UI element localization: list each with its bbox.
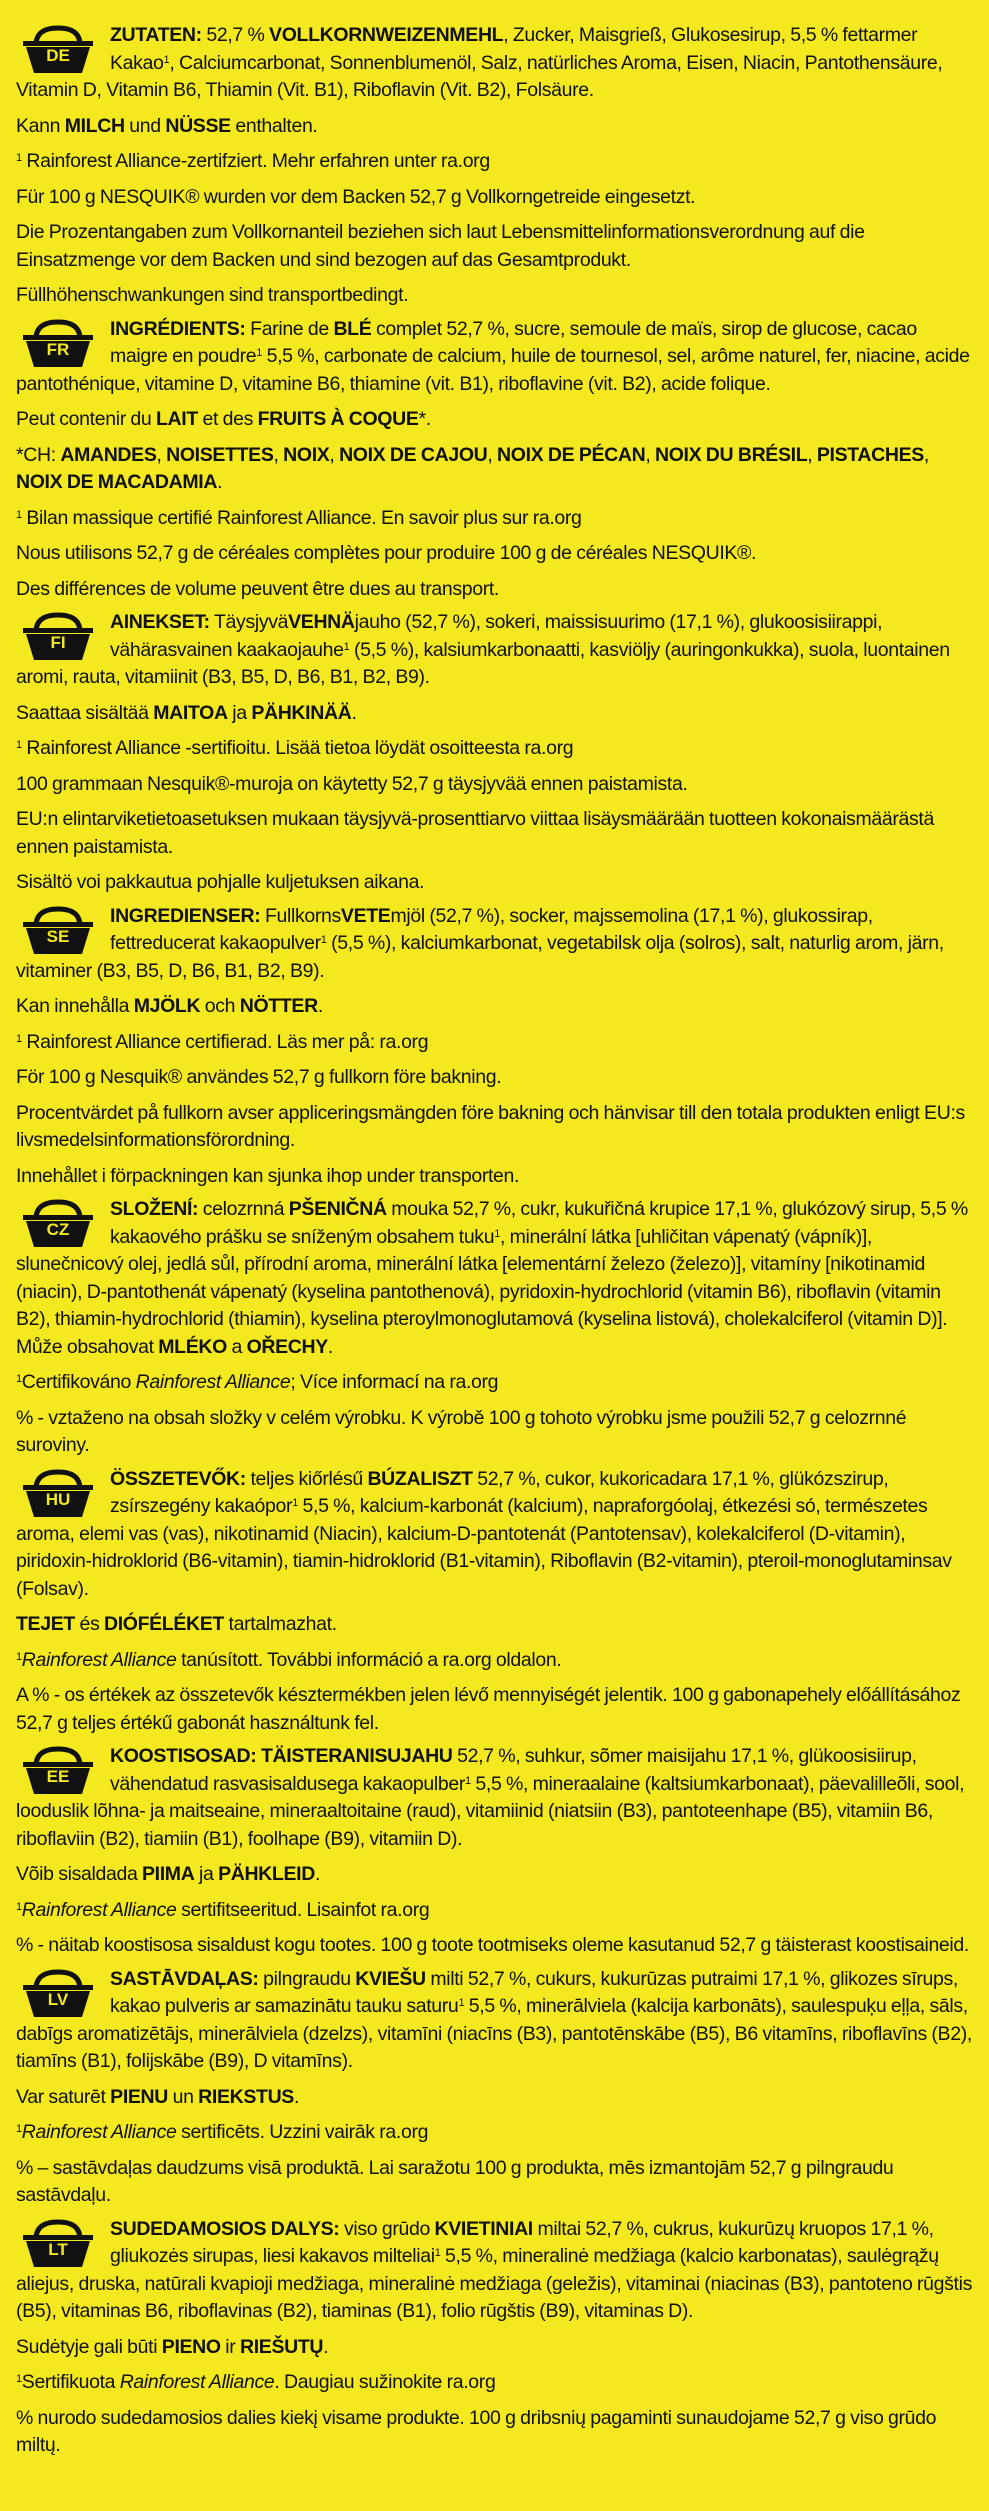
footnote-marker: 1 (292, 1497, 298, 1509)
text: . (323, 2335, 329, 2358)
text: enthalten. (230, 114, 318, 137)
text: 5,5 %, mineralinė medžiaga (kalcio karbonatas), saulėgrąžų aliejus, druska, natūrali kvapioji medžiaga, mineralinė medžiaga (geležis), vitaminai (niacinas (B3), pantoteno rūgštis (B5), vitaminas B6, riboflavinas (B2), tiaminas (B1), folio rūgštis (B9), vitaminas D). (16, 2245, 973, 2322)
footnote-marker: 1 (434, 2247, 441, 2259)
bold-text: BÚZALISZT (367, 1467, 473, 1490)
footnote-marker: 1 (256, 347, 263, 359)
text: sertifitseeritud. Lisainfot ra.org (176, 1898, 430, 1921)
ingredients-paragraph (16, 316, 973, 399)
text: celozrnná (198, 1198, 289, 1220)
section-fi (16, 609, 973, 897)
bold-text: PIIMA (142, 1863, 195, 1885)
info-paragraph (16, 1064, 973, 1092)
text: , (487, 443, 498, 466)
bold-text: RIEŠUTŲ (240, 2335, 324, 2358)
text: För 100 g Nesquik® användes 52,7 g fullkorn före bakning. (16, 1066, 502, 1088)
language-badge (16, 2218, 100, 2270)
text: und (124, 114, 166, 137)
text: Innehållet i förpackningen kan sjunka ihop under transporten. (16, 1164, 520, 1187)
info-paragraph (16, 1405, 973, 1460)
text: Procentvärdet på fullkorn avser appliceringsmängden före bakning och hänvisar till den totala produkten enligt EU:s livsmedelsinformationsförordning. (16, 1101, 965, 1151)
text: , (645, 443, 655, 466)
footnote-marker: 1 (16, 2123, 22, 2135)
text: pilngraudu (258, 1967, 356, 1990)
language-badge (16, 24, 100, 76)
italic-text: Rainforest Alliance (21, 1648, 177, 1671)
text: Täysjyvä (209, 611, 289, 633)
bold-text: KOOSTISOSAD: TÄISTERANISUJAHU (110, 1745, 453, 1767)
text: Sertifikuota (21, 2371, 120, 2393)
bold-text: ZUTATEN: (110, 24, 202, 46)
footnote-marker: 1 (16, 1373, 22, 1385)
text: 52,7 %, suhkur, sõmer maisijahu 17,1 %, glükoosisiirup, vähendatud rasvasisaldusega kakaopulber (110, 1745, 917, 1795)
language-code: HU (45, 1489, 71, 1509)
section-fr (16, 316, 973, 604)
text: 52,7 % (201, 24, 270, 46)
bold-text: BLÉ (333, 317, 372, 340)
text: complet 52,7 %, sucre, semoule de maïs, sirop de glucose, cacao maigre en poudre (110, 317, 917, 367)
text: . (314, 1863, 321, 1885)
text: ja (227, 701, 252, 724)
info-paragraph (16, 219, 973, 274)
bold-text: NOIX DE PÉCAN (497, 443, 646, 466)
language-badge (16, 1745, 100, 1797)
text: Für 100 g NESQUIK® wurden vor dem Backen 52,7 g Vollkorngetreide eingesetzt. (16, 185, 696, 208)
ingredients-paragraph (16, 1466, 973, 1604)
language-badge (16, 318, 100, 370)
bold-text: KVIEŠU (355, 1967, 426, 1990)
bold-text: SUDEDAMOSIOS DALYS: (110, 2217, 340, 2240)
section-lt (16, 2216, 973, 2460)
info-paragraph (16, 540, 973, 568)
text: . (351, 701, 357, 724)
info-paragraph (16, 869, 973, 897)
text: et des (197, 408, 258, 430)
language-badge (16, 1198, 100, 1250)
text: és (74, 1613, 104, 1635)
text: Nous utilisons 52,7 g de céréales complètes pour produire 100 g de céréales NESQUIK®. (16, 542, 757, 564)
section-lv (16, 1966, 973, 2210)
text: , Zucker, Maisgrieß, Glukosesirup, 5,5 % fettarmer Kakao (110, 24, 918, 74)
bold-text: PISTACHES (816, 443, 924, 466)
info-paragraph (16, 1029, 973, 1057)
text: , minerální látka [uhličitan vápenatý (vápník)], slunečnicový olej, jedlá sůl, přírodní aroma, minerální látka [elementární železo (železo)], vitamíny [nikotinamid (niacin), D-pantothenát vápenatý (kyselina pantothenová), pyridoxin-hydrochlorid (vitamin B6), riboflavin (vitamin B2), thiamin-hydrochlorid (thiamin), kyselina pteroylmonoglutamová (kyselina listová), cholekalciferol (vitamin D)]. Může obsahovat (16, 1225, 948, 1358)
bold-text: NOISETTES (166, 443, 274, 466)
language-badge (16, 1968, 100, 2020)
language-code: LT (48, 2239, 68, 2259)
language-badge (16, 1468, 100, 1520)
text: tartalmazhat. (223, 1613, 337, 1635)
text: , (156, 443, 167, 466)
bold-text: NOIX (283, 443, 330, 466)
bold-text: VETE (340, 904, 391, 927)
ingredients-paragraph (16, 609, 973, 692)
text: . (317, 995, 323, 1017)
section-ee (16, 1743, 973, 1960)
info-paragraph (16, 2334, 973, 2362)
text: miltai 52,7 %, cukrus, kukurūzų kruopos 17,1 %, gliukozės sirupas, liesi kakavos milteliai (110, 2217, 934, 2267)
text: Farine de (245, 317, 334, 340)
info-paragraph (16, 113, 973, 141)
text: , Calciumcarbonat, Sonnenblumenöl, Salz, natürliches Aroma, Eisen, Niacin, Pantothensäure, Vitamin D, Vitamin B6, Thiamin (Vit. B1), Riboflavin (Vit. B2), Folsäure. (16, 51, 943, 101)
bold-text: MLÉKO (158, 1335, 227, 1358)
text: A % - os értékek az összetevők késztermékben jelen lévő mennyiségét jelentik. 100 g gabonapehely előállításához 52,7 g teljes értékű gabonát használtunk fel. (16, 1684, 961, 1734)
footnote-marker: 1 (16, 152, 22, 164)
footnote-marker: 1 (16, 2373, 22, 2385)
text: och (200, 995, 240, 1017)
bold-text: AINEKSET: (110, 611, 210, 633)
text: *. (418, 408, 431, 430)
ingredients-paragraph (16, 1966, 973, 2076)
text: ; Více informací na ra.org (290, 1371, 499, 1393)
info-paragraph (16, 806, 973, 861)
info-paragraph (16, 1682, 973, 1737)
text: % - näitab koostisosa sisaldust kogu tootes. 100 g toote tootmiseks oleme kasutanud 52,7 g täisterast koostisaineid. (16, 1934, 969, 1956)
info-paragraph (16, 576, 973, 604)
bold-text: KVIETINIAI (434, 2217, 533, 2240)
footnote-marker: 1 (458, 1997, 465, 2009)
bold-text: TEJET (16, 1613, 75, 1635)
info-paragraph (16, 1897, 973, 1925)
ingredients-paragraph (16, 1743, 973, 1853)
ingredients-paragraph (16, 22, 973, 105)
text: . (293, 2085, 300, 2108)
info-paragraph (16, 771, 973, 799)
text: Die Prozentangaben zum Vollkornanteil beziehen sich laut Lebensmittelinformationsverordnung auf die Einsatzmenge vor dem Backen und sind bezogen auf das Gesamtprodukt. (16, 221, 865, 271)
info-paragraph (16, 1369, 973, 1397)
text: (5,5 %), kalciumkarbonat, vegetabilsk olja (solros), salt, naturlig arom, järn, vitaminer (B3, B5, D, B6, B1, B2, B9). (16, 932, 944, 982)
bold-text: VOLLKORNWEIZENMEHL (269, 24, 504, 46)
language-badge (16, 611, 100, 663)
info-paragraph (16, 2405, 973, 2460)
bold-text: OŘECHY (246, 1335, 328, 1358)
info-paragraph (16, 700, 973, 728)
language-code: LV (47, 1989, 69, 2009)
text: % - vztaženo na obsah složky v celém výrobku. K výrobě 100 g tohoto výrobku jsme použili 52,7 g celozrnné suroviny. (16, 1406, 907, 1456)
language-code: SE (46, 926, 70, 946)
text: Rainforest Alliance -sertifioitu. Lisää tietoa löydät osoitteesta ra.org (21, 737, 574, 759)
bold-text: INGRÉDIENTS: (110, 317, 246, 340)
info-paragraph (16, 184, 973, 212)
bold-text: FRUITS À COQUE (257, 408, 419, 430)
text: teljes kiőrlésű (245, 1467, 368, 1490)
text: . Daugiau sužinokite ra.org (274, 2371, 496, 2393)
text: 52,7 %, cukor, kukoricadara 17,1 %, glükózszirup, zsírszegény kakaópor (110, 1467, 889, 1517)
text: Kan innehålla (16, 995, 134, 1017)
info-paragraph (16, 2084, 973, 2112)
text: . (327, 1335, 333, 1358)
text: ja (194, 1863, 219, 1885)
info-paragraph (16, 2119, 973, 2147)
bold-text: MAITOA (153, 701, 228, 724)
info-paragraph (16, 406, 973, 434)
bold-text: SLOŽENÍ: (110, 1198, 199, 1220)
bold-text: MILCH (64, 114, 125, 137)
text: % – sastāvdaļas daudzums visā produktā. Lai saražotu 100 g produkta, mēs izmantojām 52,7 g pilngraudu sastāvdaļu. (16, 2156, 894, 2206)
info-paragraph (16, 282, 973, 310)
info-paragraph (16, 1861, 973, 1889)
footnote-marker: 1 (465, 1774, 471, 1787)
language-code: FR (46, 339, 70, 359)
footnote-marker: 1 (163, 53, 170, 66)
bold-text: PŠENIČNÁ (288, 1198, 387, 1220)
text: Var saturēt (16, 2085, 111, 2108)
text: jauho (52,7 %), sokeri, maissisuurimo (17,1 %), glukoosisiirappi, vähärasvainen kaakaojauhe (110, 611, 883, 661)
footnote-marker: 1 (16, 508, 22, 521)
text: 5,5 %, carbonate de calcium, huile de tournesol, sel, arôme naturel, fer, niacine, acide pantothénique, vitamine D, vitamine B6, thiamine (vit. B1), riboflavine (vit. B2), acide folique. (16, 345, 970, 395)
bold-text: SASTĀVDAĻAS: (110, 1967, 259, 1990)
info-paragraph (16, 442, 973, 497)
text: a (226, 1335, 247, 1358)
text: 5,5 %, mineraalaine (kaltsiumkarbonaat), päevalilleõli, sool, looduslik lõhna- ja maitseaine, mineraaltoitaine (raud), vitamiinid (niatsiin (B3), pantoteenhape (B5), vitamiin B6, riboflaviin (B2), tiamiin (B1), foolhape (B9), vitamiin D). (16, 1772, 965, 1850)
text: EU:n elintarviketietoasetuksen mukaan täysjyvä-prosenttiarvo viittaa lisäysmäärään tuotteen kokonaismäärästä ennen paistamista. (16, 808, 934, 858)
ingredients-paragraph (16, 1196, 973, 1361)
text: viso grūdo (339, 2217, 435, 2240)
info-paragraph (16, 148, 973, 176)
text: Võib sisaldada (16, 1863, 143, 1885)
text: Sisältö voi pakkautua pohjalle kuljetuksen aikana. (16, 871, 425, 893)
footnote-marker: 1 (16, 1900, 22, 1913)
bold-text: INGREDIENSER: (110, 904, 261, 927)
text: mouka 52,7 %, cukr, kukuřičná krupice 17,1 %, glukózový sirup, 5,5 % kakaového prášku se sníženým obsahem tuku (110, 1198, 968, 1248)
bold-text: NOIX DE MACADAMIA (16, 471, 218, 493)
info-paragraph (16, 1163, 973, 1191)
info-paragraph (16, 505, 973, 533)
info-paragraph (16, 2155, 973, 2210)
footnote-marker: 1 (16, 739, 22, 751)
text: Fullkorns (260, 904, 341, 927)
section-de (16, 22, 973, 310)
text: Kann (16, 114, 65, 137)
bold-text: AMANDES (60, 443, 157, 466)
text: 5,5 %, kalcium-karbonát (kalcium), napraforgóolaj, étkezési só, természetes aroma, elemi vas (vas), nikotinamid (Niacin), kalcium-D-pantotenát (Pantotensav), kolekalciferol (D-vitamin), piridoxin-hidroklorid (B6-vitamin), tiamin-hidroklorid (B1-vitamin), Riboflavin (B2-vitamin), pteroil-monoglutaminsav (Folsav). (16, 1495, 952, 1600)
text: milti 52,7 %, cukurs, kukurūzas putraimi 17,1 %, glikozes sīrups, kakao pulveris ar samazinātu tauku saturu (110, 1967, 958, 2017)
text: Rainforest Alliance-zertifziert. Mehr erfahren unter ra.org (21, 150, 490, 172)
footnote-marker: 1 (16, 1032, 22, 1045)
text: tanúsított. További információ a ra.org oldalon. (176, 1648, 562, 1671)
text: Peut contenir du (16, 408, 156, 430)
bold-text: PIENU (110, 2085, 169, 2108)
text: . (217, 471, 223, 493)
bold-text: DIÓFÉLÉKET (103, 1613, 224, 1635)
language-code: CZ (46, 1220, 70, 1239)
info-paragraph (16, 2369, 973, 2397)
section-se (16, 903, 973, 1191)
text: Füllhöhenschwankungen sind transportbedingt. (16, 284, 409, 306)
text: 100 grammaan Nesquik®-muroja on käytetty 52,7 g täysjyvää ennen paistamista. (16, 772, 688, 795)
bold-text: RIEKSTUS (198, 2085, 294, 2108)
language-code: DE (46, 46, 70, 65)
footnote-marker: 1 (343, 640, 350, 653)
text: , (273, 443, 284, 466)
info-paragraph (16, 735, 973, 763)
italic-text: Rainforest Alliance (135, 1371, 291, 1393)
section-hu (16, 1466, 973, 1738)
text: sertificēts. Uzzini vairāk ra.org (176, 2121, 429, 2143)
info-paragraph (16, 1647, 973, 1675)
text: Des différences de volume peuvent être dues au transport. (16, 577, 499, 600)
text: 5,5 %, minerālviela (kalcija karbonāts), saulespuķu eļļa, sāls, dabīgs aromatizētājs, minerālviela (dzelzs), vitamīni (niacīns (B3), pantotēnskābe (B5), B6 vitamīns, riboflavīns (B2), tiamīns (B1), folijskābe (B9), D vitamīns). (16, 1995, 972, 2072)
bold-text: LAIT (155, 408, 198, 430)
text: Certifikováno (21, 1371, 136, 1393)
text: (5,5 %), kalsiumkarbonaatti, kasviöljy (auringonkukka), suola, luontainen aromi, rauta, vitamiinit (B3, B5, D, B6, B1, B2, B9). (16, 638, 950, 688)
footnote-marker: 1 (16, 1650, 22, 1663)
text: *CH: (16, 443, 61, 466)
bold-text: NOIX DE CAJOU (339, 443, 488, 466)
text: Saattaa sisältää (16, 701, 154, 724)
text: Bilan massique certifié Rainforest Alliance. En savoir plus sur ra.org (21, 506, 582, 529)
text: mjöl (52,7 %), socker, majssemolina (17,1 %), glukossirap, fettreducerat kakaopulver (110, 904, 873, 954)
info-paragraph (16, 1611, 973, 1639)
info-paragraph (16, 1100, 973, 1155)
language-badge (16, 905, 100, 957)
bold-text: MJÖLK (133, 995, 201, 1017)
bold-text: NOIX DU BRÉSIL (654, 443, 808, 466)
bold-text: VEHNÄ (288, 611, 355, 633)
text: un (168, 2085, 199, 2108)
language-code: EE (46, 1767, 70, 1786)
bold-text: PÄHKINÄÄ (251, 701, 352, 724)
italic-text: Rainforest Alliance (21, 1898, 177, 1921)
italic-text: Rainforest Alliance (119, 2371, 275, 2393)
text: ir (220, 2335, 240, 2358)
ingredients-paragraph (16, 2216, 973, 2326)
section-cz (16, 1196, 973, 1460)
text: % nurodo sudedamosios dalies kiekį visame produkte. 100 g dribsnių pagaminti sunaudojame 52,7 g viso grūdo miltų. (16, 2406, 937, 2456)
italic-text: Rainforest Alliance (21, 2121, 177, 2143)
bold-text: PIENO (161, 2335, 221, 2358)
text: Sudėtyje gali būti (16, 2335, 162, 2358)
bold-text: PÄHKLEID (218, 1863, 315, 1885)
footnote-marker: 1 (320, 934, 327, 946)
language-code: FI (50, 633, 66, 652)
text: , (923, 443, 929, 466)
info-paragraph (16, 993, 973, 1021)
info-paragraph (16, 1932, 973, 1960)
bold-text: NÖTTER (239, 995, 318, 1017)
text: Rainforest Alliance certifierad. Läs mer på: ra.org (21, 1030, 429, 1053)
bold-text: ÖSSZETEVŐK: (110, 1467, 246, 1490)
bold-text: NÜSSE (165, 114, 231, 137)
ingredients-paragraph (16, 903, 973, 986)
footnote-marker: 1 (494, 1227, 500, 1240)
text: , (329, 443, 340, 466)
text: , (807, 443, 817, 466)
